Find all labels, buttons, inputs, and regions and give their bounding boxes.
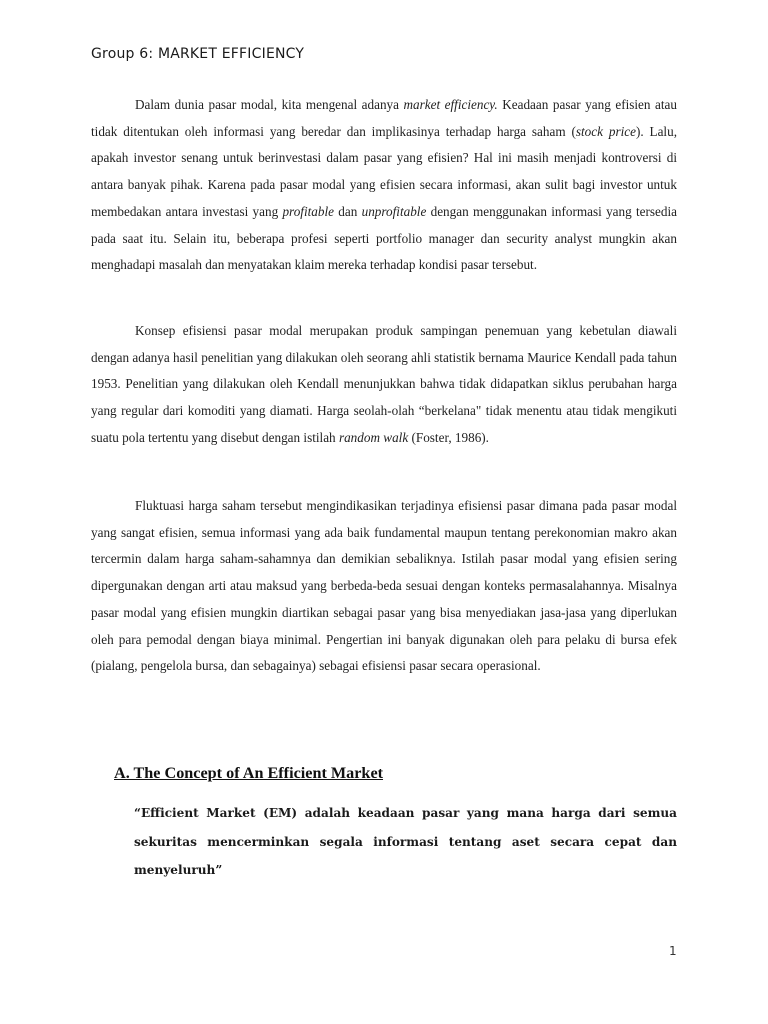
text-run: ). Lalu, apakah investor senang untuk berinvestasi dalam pasar yang efisien? Hal ini masih menjadi kontroversi di antara banyak pihak. Karena pada pasar modal yang efisien secara informasi, akan sulit bagi investor untuk membedakan antara investasi yang bbox=[91, 123, 677, 219]
italic-term: market efficiency. bbox=[403, 97, 498, 112]
text-run: (Foster, 1986). bbox=[408, 429, 489, 445]
document-title: Group 6: MARKET EFFICIENCY bbox=[91, 46, 305, 62]
section-heading: A. The Concept of An Efficient Market bbox=[114, 764, 384, 782]
definition-quote: “Efficient Market (EM) adalah keadaan pasar yang mana harga dari semua sekuritas mencerminkan segala informasi tentang aset secara cepat dan menyeluruh” bbox=[134, 806, 677, 877]
paragraph-2 bbox=[91, 318, 677, 452]
text-run: Dalam dunia pasar modal, kita mengenal adanya bbox=[135, 97, 404, 112]
text-run: dan bbox=[333, 203, 362, 219]
text-run: Konsep efisiensi pasar modal merupakan produk sampingan penemuan yang kebetulan diawali dengan adanya hasil penelitian yang dilakukan oleh seorang ahli statistik bernama Maurice Kendall pada tahun 1953. Penelitian yang dilakukan oleh Kendall menunjukkan bahwa tidak didapatkan siklus perubahan harga yang regular dari komoditi yang diamati. Harga seolah-olah “berkelana" tidak menentu atau tidak mengikuti suatu pola tertentu yang disebut dengan istilah bbox=[91, 323, 677, 445]
italic-term: random walk bbox=[338, 429, 409, 445]
italic-term: profitable bbox=[282, 203, 334, 219]
text-run: dengan menggunakan informasi yang tersedia pada saat itu. Selain itu, beberapa profesi seperti portfolio manager dan security analyst mungkin akan menghadapi masalah dan menyatakan klaim mereka terhadap kondisi pasar tersebut. bbox=[91, 203, 677, 273]
page-number: 1 bbox=[669, 944, 677, 958]
italic-term: unprofitable bbox=[361, 203, 427, 219]
paragraph-1 bbox=[91, 92, 677, 279]
text-run: Keadaan pasar yang efisien atau tidak ditentukan oleh informasi yang beredar dan implikasinya terhadap harga saham ( bbox=[91, 97, 677, 139]
italic-term: stock price bbox=[575, 123, 636, 139]
text-run: Fluktuasi harga saham tersebut mengindikasikan terjadinya efisiensi pasar dimana pada pasar modal yang sangat efisien, semua informasi yang ada baik fundamental maupun tentang perekonomian makro akan tercermin dalam harga saham-sahamnya dan demikian sebaliknya. Istilah pasar modal yang efisien sering dipergunakan dengan arti atau maksud yang berbeda-beda sesuai dengan konteks permasalahannya. Misalnya pasar modal yang efisien mungkin diartikan sebagai pasar yang bisa menyediakan jasa-jasa yang diperlukan oleh para pemodal dengan biaya minimal. Pengertian ini banyak digunakan oleh para pelaku di bursa efek (pialang, pengelola bursa, dan sebagainya) sebagai efisiensi pasar secara operasional. bbox=[91, 498, 677, 674]
paragraph-3 bbox=[91, 493, 677, 680]
